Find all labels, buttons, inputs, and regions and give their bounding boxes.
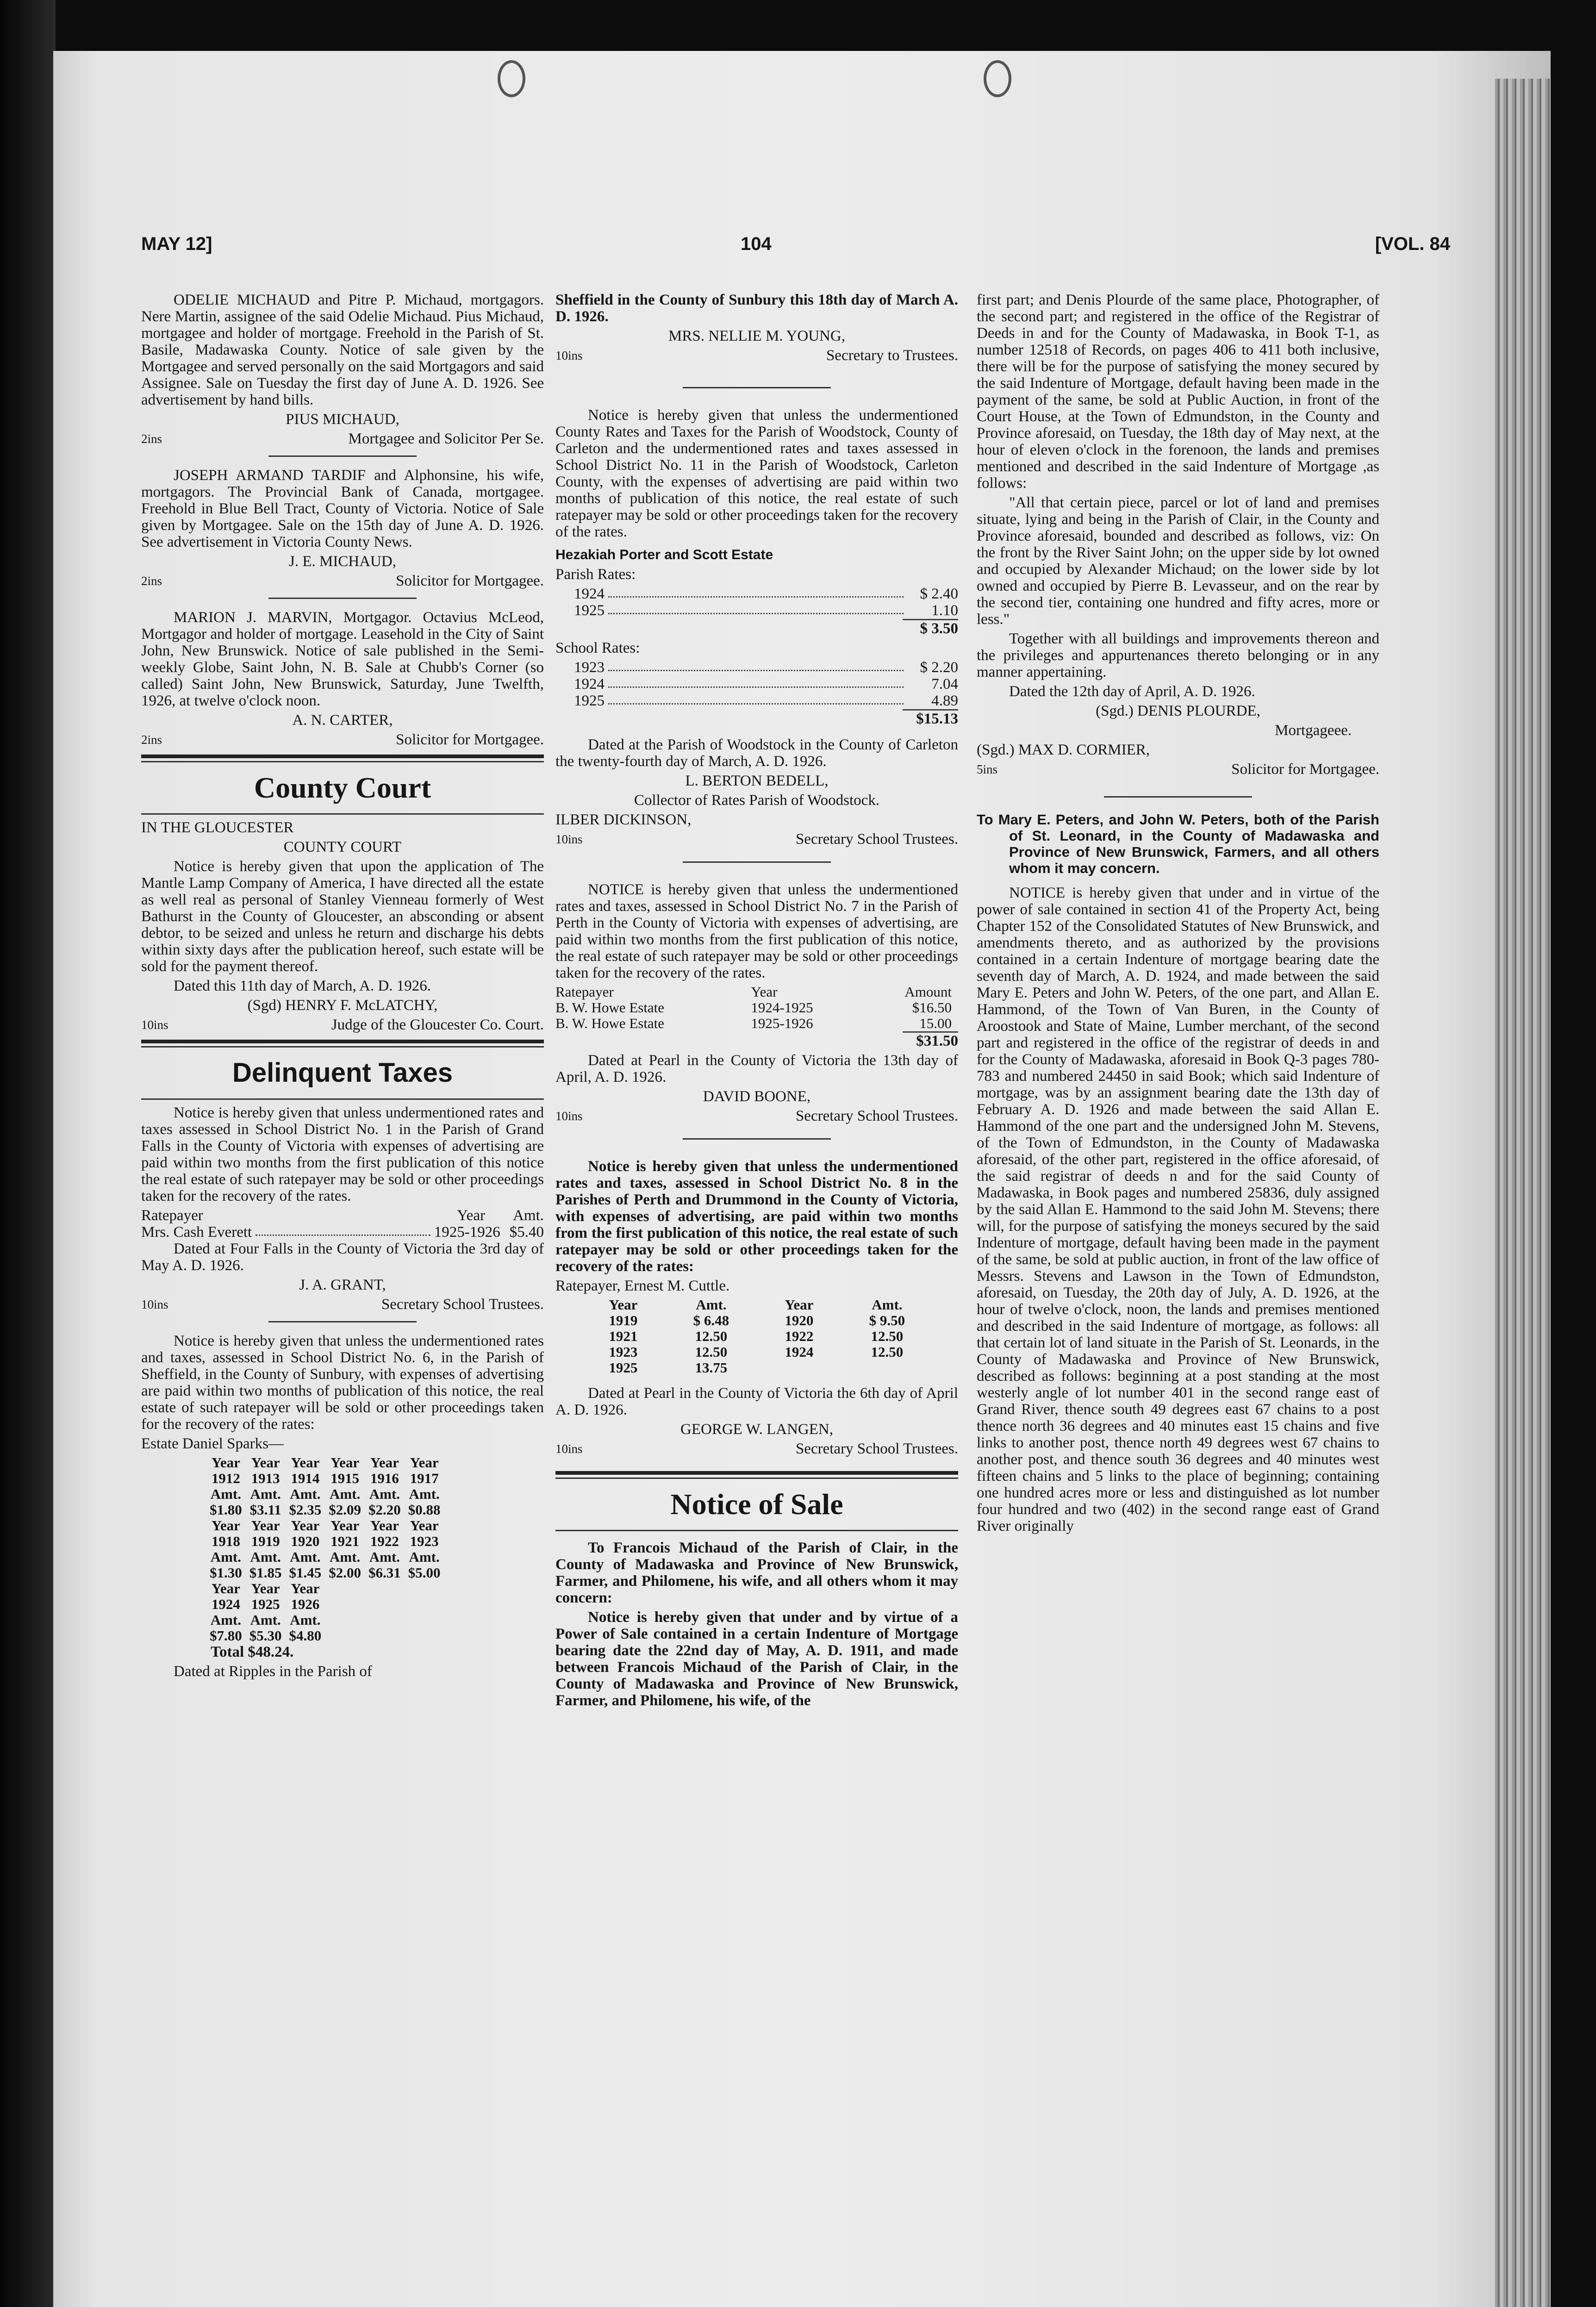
county-court-body: Notice is hereby given that upon the application of The Mantle Lamp Company of America, I have directed all the estate as well real as personal of Stanley Vienneau formerly of West Bathurst in the County of Gloucester, an absconding or absent debtor, to be seized and unless he return and discharge his debts within sixty days after the publication hereof, such estate will be sold for the payment thereof. [141, 858, 544, 975]
perth-body: NOTICE is hereby given that unless the undermentioned rates and taxes, assessed in School District No. 7 in the Parish of Perth in the County of Victoria with expenses of advertising, are paid within two months from the first publication of this notice, the real estate of such ratepayer may be sold or other proceedings taken for the recovery of the rates. [555, 881, 958, 981]
column-header: Year [751, 984, 778, 1000]
table-cell [325, 1612, 365, 1628]
signature-name: L. BERTON BEDELL, [685, 773, 829, 789]
table-row [206, 1581, 444, 1596]
table-cell [405, 1581, 444, 1596]
table-cell: 13.75 [695, 1359, 728, 1376]
signature-line [141, 1016, 544, 1033]
table-cell: Amt. [250, 1486, 281, 1502]
insertion-count: 2ins [141, 432, 162, 446]
insertion-count: 10ins [555, 1442, 583, 1456]
tax-amount: $5.40 [509, 1224, 544, 1241]
divider [683, 1138, 831, 1140]
section-rule [141, 754, 544, 758]
table-cell [405, 1628, 444, 1644]
rate-year: 1923 [574, 659, 605, 676]
notice-tardif-body: JOSEPH ARMAND TARDIF and Alphonsine, his wife, mortgagors. The Provincial Bank of Canada, mortgagee. Freehold in Blue Bell Tract, County of Victoria. Notice of Sale given by Mortgagee. Sale on the 15th day of June A. D. 1926. See advertisement in Victoria County News. [141, 467, 544, 550]
table-row [206, 1455, 444, 1471]
table-cell: 1923 [410, 1533, 439, 1549]
page-number: 104 [741, 234, 772, 254]
table-cell: 1922 [370, 1533, 399, 1549]
signature-name: ILBER DICKINSON, [555, 811, 692, 828]
divider [268, 1321, 417, 1322]
table-cell: Year [291, 1454, 320, 1471]
table-cell: 1925 [609, 1359, 638, 1376]
perth-drummond-body: Notice is hereby given that unless the undermentioned rates and taxes, assessed in School District No. 8 in the Parishes of Perth and Drummond in the County of Victoria, with expenses of advertising, are paid within two months from the first publication of this notice, the real estate of such ratepayer may be sold or other proceedings taken for the recovery of the rates: [555, 1158, 958, 1275]
table-row [206, 1534, 444, 1549]
rate-year: 1924 [574, 586, 605, 602]
signature-line [555, 1440, 958, 1457]
table-cell: $2.35 [289, 1502, 322, 1518]
table-cell: Year [251, 1580, 280, 1596]
signature-title: Collector of Rates Parish of Woodstock. [634, 792, 880, 809]
table-row [206, 1612, 444, 1628]
school-total: $15.13 [903, 709, 958, 727]
signature-name: (Sgd.) MAX D. CORMIER, [977, 742, 1150, 758]
table-row [583, 1360, 935, 1376]
rate-year: 1925 [574, 602, 605, 619]
table-cell: Year [291, 1580, 320, 1596]
table-cell [325, 1581, 365, 1596]
tax-grid [206, 1455, 444, 1644]
insertion-count: 10ins [555, 1109, 583, 1123]
table-cell: $3.11 [249, 1502, 281, 1518]
divider [683, 861, 831, 863]
table-cell: Year [410, 1454, 439, 1471]
table-cell [325, 1628, 365, 1644]
section-heading-county-court: County Court [254, 771, 431, 804]
table-cell: 1923 [609, 1344, 638, 1360]
school-rates-label: School Rates: [555, 640, 640, 656]
signature-line [141, 573, 544, 589]
estate-name: Hezakiah Porter and Scott Estate [555, 547, 773, 562]
perth-table [555, 984, 958, 1031]
section-heading-notice-of-sale: Notice of Sale [670, 1488, 843, 1521]
notice-michaud-body: ODELIE MICHAUD and Pitre P. Michaud, mortgagors. Nere Martin, assignee of the said Odelie Michaud. Pius Michaud, mortgagee and holder of mortgage. Freehold in the Parish of St. Basile, Madawaska County. Notice of sale given by the Mortgagee and served personally on the said Mortgagors and said Assignee. Sale on Tuesday the first day of June A. D. 1926. See advertisement by hand bills. [141, 292, 544, 408]
table-cell: 1914 [291, 1470, 320, 1486]
column-header: Year [457, 1207, 486, 1224]
total-line: Total $48.24. [211, 1644, 294, 1660]
column-header: Ratepayer [555, 984, 614, 1000]
rate-year: 1924 [574, 676, 605, 692]
leader-dots [608, 692, 904, 705]
signature-title: Solicitor for Mortgagee. [396, 573, 544, 589]
table-cell: Amt. [369, 1486, 400, 1502]
table-cell: $16.50 [912, 999, 952, 1016]
signature-title: Secretary School Trustees. [381, 1296, 544, 1313]
table-cell: 12.50 [695, 1344, 728, 1360]
table-cell: $7.80 [210, 1627, 242, 1644]
signature-line [555, 831, 958, 848]
column-header: Year [609, 1297, 638, 1313]
signature-line [555, 347, 958, 364]
insertion-count: 10ins [141, 1297, 168, 1311]
table-cell: Amt. [369, 1549, 400, 1565]
divider [1104, 796, 1252, 798]
table-cell: $1.30 [210, 1565, 242, 1581]
signature-name: (Sgd.) DENIS PLOURDE, [1096, 703, 1260, 719]
land-description-quote: "All that certain piece, parcel or lot of land and premises situate, lying and being in the Parish of Clair, in the County and Province aforesaid, bounded and described as follows, viz: On the front by the River Saint John; on the upper side by lot owned and occupied by Alexander Michaud; on the lower side by lot owned and occupied by Pierre B. Levasseur, and on the rear by the second tier, containing one hundred and fifty acres, more or less." [977, 494, 1379, 628]
table-row [206, 1518, 444, 1534]
table-row [206, 1628, 444, 1644]
section-heading-delinquent-taxes: Delinquent Taxes [232, 1058, 453, 1088]
table-cell: 15.00 [919, 1015, 952, 1031]
signature-title: Solicitor for Mortgagee. [396, 731, 544, 748]
table-cell [405, 1596, 444, 1612]
table-cell: $2.00 [329, 1565, 361, 1581]
table-cell [405, 1612, 444, 1628]
table-cell: Amt. [210, 1612, 242, 1628]
table-row [141, 1224, 544, 1241]
leader-dots [608, 586, 904, 598]
table-cell: 1913 [251, 1470, 280, 1486]
sale-body: Notice is hereby given that under and by virtue of a Power of Sale contained in a certain Indenture of Mortgage bearing date the 22nd day of May, A. D. 1911, and made between Francois Michaud of the Parish of Clair, in the County of Madawaska and Province of New Brunswick, Farmer, and Philomene, his wife, of the [555, 1609, 958, 1709]
together-clause: Together with all buildings and improvements thereon and the privileges and appurtenances thereto belonging or in any manner appertaining. [977, 630, 1379, 680]
table-cell: Year [330, 1454, 360, 1471]
table-row [206, 1486, 444, 1502]
table-cell: Year [211, 1517, 240, 1534]
column-header: Year [785, 1297, 814, 1313]
table-cell: 1918 [211, 1533, 240, 1549]
rate-row [574, 659, 958, 676]
dated-line: Dated the 12th day of April, A. D. 1926. [1009, 683, 1255, 700]
signature-name: DAVID BOONE, [703, 1088, 811, 1105]
table-cell: Year [410, 1517, 439, 1534]
table-cell: $ 9.50 [869, 1312, 905, 1328]
table-cell [365, 1628, 405, 1644]
table-row [206, 1565, 444, 1581]
table-cell: 1922 [785, 1328, 814, 1344]
table-cell: Amt. [210, 1549, 242, 1565]
parish-rates-list [555, 586, 958, 619]
estate-name: Estate Daniel Sparks— [141, 1435, 284, 1452]
table-cell: B. W. Howe Estate [555, 1015, 665, 1031]
rate-row [574, 692, 958, 709]
table-cell: Year [211, 1454, 240, 1471]
book-spine-edge [1495, 79, 1551, 2307]
court-line: COUNTY COURT [283, 839, 402, 855]
table-row [206, 1502, 444, 1518]
table-cell [365, 1612, 405, 1628]
ratepayer-name: Mrs. Cash Everett [141, 1224, 252, 1241]
table-row [555, 1000, 958, 1016]
table-cell [365, 1596, 405, 1612]
school-rates-list [555, 659, 958, 709]
table-cell: Amt. [290, 1549, 321, 1565]
dated-line: Dated at Pearl in the County of Victoria the 13th day of April, A. D. 1926. [555, 1052, 958, 1085]
binding-hole [984, 60, 1011, 97]
signature-name: PIUS MICHAUD, [286, 411, 399, 428]
table-cell: Amt. [250, 1612, 281, 1628]
divider [268, 455, 417, 457]
signature-name: MRS. NELLIE M. YOUNG, [668, 328, 845, 344]
signature-line [141, 731, 544, 748]
table-cell: $ 6.48 [693, 1312, 729, 1328]
rate-year: 1925 [574, 692, 605, 709]
table-row [206, 1549, 444, 1565]
section-rule [141, 761, 544, 762]
insertion-count: 10ins [555, 832, 583, 846]
column-header: Amt. [513, 1207, 544, 1224]
column-header: Amt. [872, 1297, 903, 1313]
microfilm-left-edge [0, 0, 56, 2307]
signature-title: Secretary to Trustees. [826, 347, 958, 364]
table-cell: B. W. Howe Estate [555, 999, 665, 1016]
parish-rates-label: Parish Rates: [555, 566, 636, 583]
signature-line [977, 761, 1379, 778]
signature-title: Secretary School Trustees. [795, 1108, 958, 1124]
table-cell: $5.00 [408, 1565, 441, 1581]
signature-title: Mortgageee. [1275, 722, 1352, 739]
signature-title: Solicitor for Mortgagee. [1231, 761, 1379, 778]
rate-amount: 7.04 [931, 676, 958, 692]
table-cell: Amt. [409, 1549, 440, 1565]
table-cell: 1920 [291, 1533, 320, 1549]
table-cell: $2.09 [329, 1502, 361, 1518]
sheffield-dated-cont: Sheffield in the County of Sunbury this 18th day of March A. D. 1926. [555, 292, 958, 325]
signature-name: (Sgd) HENRY F. McLATCHY, [247, 997, 438, 1014]
table-cell: 1924 [211, 1596, 240, 1612]
table-cell: Year [251, 1454, 280, 1471]
section-rule [141, 1046, 544, 1048]
rate-row [574, 676, 958, 692]
leader-dots [608, 659, 904, 671]
signature-name: GEORGE W. LANGEN, [680, 1421, 833, 1438]
rate-row [574, 602, 958, 619]
sheffield-body: Notice is hereby given that unless the undermentioned rates and taxes, assessed in School District No. 6, in the Parish of Sheffield, in the County of Sunbury, with expenses of advertising are paid within two months of publication of this notice, the real estate of such ratepayer will be sold or other proceedings taken for the recovery of the rates: [141, 1333, 544, 1433]
table-cell: 1916 [370, 1470, 399, 1486]
column-header: Ratepayer [141, 1207, 203, 1224]
insertion-count: 2ins [141, 733, 162, 747]
table-cell: Year [370, 1454, 399, 1471]
perth-drummond-table [583, 1297, 935, 1376]
table-cell: Amt. [329, 1486, 361, 1502]
table-cell: Amt. [250, 1549, 281, 1565]
table-cell: Year [211, 1580, 240, 1596]
rate-amount: $ 2.20 [920, 659, 958, 676]
table-cell: 1926 [291, 1596, 320, 1612]
table-cell: Year [291, 1517, 320, 1534]
notice-marvin-body: MARION J. MARVIN, Mortgagor. Octavius McLeod, Mortgagor and holder of mortgage. Leasehold in the City of Saint John, New Brunswick. Notice of sale published in the Semi-weekly Globe, Saint John, N. B. Sale at Chubb's Corner (so called) Saint John, New Brunswick, Saturday, June Twelfth, 1926, at twelve o'clock noon. [141, 609, 544, 709]
table-cell: $0.88 [408, 1502, 441, 1518]
court-line: IN THE GLOUCESTER [141, 819, 294, 836]
woodstock-body: Notice is hereby given that unless the undermentioned County Rates and Taxes for the Parish of Woodstock, County of Carleton and the undermentioned rates and taxes assessed in School District No. 11 in the Parish of Woodstock, Carleton County, with the expenses of advertising are paid within two months of publication of this notice, the real estate of such ratepayer may be sold or other proceedings taken for the recovery of the rates. [555, 407, 958, 540]
column-1 [141, 292, 544, 1683]
column-header: Amount [904, 984, 952, 1000]
table-header [555, 984, 958, 1000]
rate-amount: $ 2.40 [920, 586, 958, 602]
table-cell: Year [251, 1517, 280, 1534]
leader-dots [608, 602, 904, 614]
table-cell: Amt. [290, 1612, 321, 1628]
table-cell: 1915 [330, 1470, 360, 1486]
peters-body: NOTICE is hereby given that under and in virtue of the power of sale contained in section 41 of the Property Act, being Chapter 152 of the Consolidated Statutes of New Brunswick, and amendments thereto, and as authorized by the provisions contained in a certain Indenture of mortgage bearing date the seventh day of March, A. D. 1924, and made between the said Mary E. Peters and John W. Peters, of the one part, and Allan E. Hammond, of the Town of Van Buren, in the County of Aroostook and State of Maine, Lumber merchant, of the second part and registered in the office of the registrar of deeds in and for the County of Madawaska, aforesaid in Book Q-3 pages 780-783 and numbered 24450 in said Book; which said Indenture of mortgage, was by an assignment bearing date the 13th day of February A. D. 1926 and made between the said Allan E. Hammond of the one part and the undersigned John M. Stevens, of the Town of Edmundston, in the County of Madawaska aforesaid, of the other part, registered in the office aforesaid, of the said registrar of deeds n and for the said County of Madawaska, in Book pages and numbered 25836, duly assigned by the said Allan E. Hammond to the said John M. Stevens; there will, for the purpose of satisfying the moneys secured by the said Indenture of mortgage, default having been made in the payment of the same, be sold at public auction, in front of the law office of Messrs. Stevens and Lawson in the Town of Edmundston, aforesaid, on Tuesday, the 20th day of July, A. D. 1926, at the hour of twelve o'clock, noon, the lands and premises mentioned and described in the said Indenture of mortgage, as follows: all that certain lot of land situate in the Parish of St. Leonards, in the County of Madawaska and Province of New Brunswick, described as follows: beginning at a post standing at the most westerly angle of lot number 401 in the second range east of Grand River, thence south 49 degrees east 67 chains to a post thence north 36 degrees and 40 minutes east 15 chains and five links to another post, thence north 49 degrees west 67 chains to another post, and thence south 36 degrees and 40 minutes west fifteen chains and 5 links to the place of beginning; containing one hundred acres more or less and distinguished as lot number four hundred and two (402) in the second range east of Grand River originally [977, 885, 1379, 1534]
signature-name: A. N. CARTER, [292, 712, 393, 729]
sale-address: To Francois Michaud of the Parish of Clair, in the County of Madawaska and Province of New Brunswick, Farmer, and Philomene, his wife, and all others whom it may concern: [555, 1540, 958, 1606]
table-header [583, 1297, 935, 1313]
insertion-count: 5ins [977, 762, 998, 776]
dated-line: Dated this 11th day of March, A. D. 1926. [174, 978, 431, 994]
table-cell: 1924 [785, 1344, 814, 1360]
section-rule [555, 1530, 958, 1531]
insertion-count: 10ins [555, 349, 583, 362]
column-3 [977, 292, 1379, 1537]
tax-year: 1925-1926 [434, 1224, 500, 1241]
table-cell: $2.20 [368, 1502, 401, 1518]
table-cell: $6.31 [368, 1565, 401, 1581]
table-cell: 1912 [211, 1470, 240, 1486]
table-cell: Amt. [329, 1549, 361, 1565]
table-cell: $5.30 [249, 1627, 282, 1644]
section-rule [141, 1040, 544, 1043]
table-cell: Year [330, 1517, 360, 1534]
signature-title: Secretary School Trustees. [795, 831, 958, 848]
table-cell: 1924-1925 [751, 999, 813, 1016]
table-row [583, 1344, 935, 1360]
signature-title: Judge of the Gloucester Co. Court. [331, 1016, 544, 1033]
dated-line: Dated at the Parish of Woodstock in the County of Carleton the twenty-fourth day of March, A. D. 1926. [555, 736, 958, 770]
divider [268, 598, 417, 599]
table-row [206, 1596, 444, 1612]
section-rule [141, 813, 544, 815]
signature-title: Mortgagee and Solicitor Per Se. [348, 430, 544, 447]
table-cell: 1921 [609, 1328, 638, 1344]
insertion-count: 10ins [141, 1018, 168, 1032]
sale-body-cont: first part; and Denis Plourde of the same place, Photographer, of the second part; and registered in the office of the Registrar of Deeds in and for the County of Madawaska, in Book T-1, as number 12518 of Records, on pages 406 to 411 both inclusive, there will be for the purpose of satisfying the money secured by the said Indenture of Mortgage, default having been made in the payment of the same, be sold at Public Auction, in front of the Court House, at the Town of Edmundston, in the County and Province aforesaid, on Tuesday, the 18th day of May next, at the hour of eleven o'clock in the forenoon, the lands and premises mentioned and described in the said Indenture of Mortgage ,as follows: [977, 292, 1379, 492]
table-row [583, 1328, 935, 1344]
table-cell [325, 1596, 365, 1612]
signature-line [141, 1296, 544, 1313]
leader-dots [256, 1224, 430, 1236]
rate-amount: 1.10 [931, 602, 958, 619]
section-rule [555, 1471, 958, 1475]
table-cell [365, 1581, 405, 1596]
signature-line [141, 430, 544, 447]
volume-number: [VOL. 84 [1375, 234, 1450, 254]
table-cell: Amt. [290, 1486, 321, 1502]
dated-line: Dated at Ripples in the Parish of [174, 1663, 372, 1680]
ratepayer-line: Ratepayer, Ernest M. Cuttle. [555, 1278, 730, 1294]
rate-amount: 4.89 [931, 692, 958, 709]
peters-address: To Mary E. Peters, and John W. Peters, both of the Parish of St. Leonard, in the County of Madawaska and Province of New Brunswick, Farmers, and all others whom it may concern. [977, 811, 1379, 876]
section-rule [141, 1098, 544, 1100]
running-head [141, 234, 1450, 262]
dated-line: Dated at Four Falls in the County of Victoria the 3rd day of May A. D. 1926. [141, 1241, 544, 1274]
table-cell: 1925 [251, 1596, 280, 1612]
table-cell: 12.50 [871, 1328, 904, 1344]
table-cell: 1921 [330, 1533, 360, 1549]
table-row [583, 1313, 935, 1328]
table-cell: $4.80 [289, 1627, 322, 1644]
signature-line [555, 1108, 958, 1124]
table-cell [839, 1360, 935, 1376]
signature-title: Secretary School Trustees. [795, 1440, 958, 1457]
signature-name: J. E. MICHAUD, [289, 553, 396, 570]
perth-total: $31.50 [903, 1031, 958, 1049]
column-2 [555, 292, 958, 1712]
parish-total: $ 3.50 [903, 619, 958, 637]
table-cell: 1917 [410, 1470, 439, 1486]
issue-date: MAY 12] [141, 234, 212, 254]
table-row [555, 1016, 958, 1031]
table-cell: 12.50 [871, 1344, 904, 1360]
table-cell: $1.85 [249, 1565, 282, 1581]
table-cell: 1925-1926 [751, 1015, 813, 1031]
delinquent-body: Notice is hereby given that unless undermentioned rates and taxes assessed in School District No. 1 in the Parish of Grand Falls in the County of Victoria with expenses of advertising are paid within two months from the first publication of this notice the real estate of such ratepayer may be sold or other proceedings taken for the recovery of the rates. [141, 1104, 544, 1204]
leader-dots [608, 676, 904, 688]
divider [683, 387, 831, 388]
binding-hole [498, 60, 525, 97]
table-header [141, 1207, 544, 1224]
dated-line: Dated at Pearl in the County of Victoria the 6th day of April A. D. 1926. [555, 1385, 958, 1418]
insertion-count: 2ins [141, 574, 162, 588]
table-cell: Year [370, 1517, 399, 1534]
table-cell: Amt. [210, 1486, 242, 1502]
table-cell: 1919 [251, 1533, 280, 1549]
table-cell: 12.50 [695, 1328, 728, 1344]
table-cell: 1919 [609, 1312, 638, 1328]
rate-row [574, 586, 958, 602]
section-rule [555, 1478, 958, 1479]
table-cell [759, 1360, 839, 1376]
column-header: Amt. [696, 1297, 727, 1313]
table-row [206, 1471, 444, 1486]
table-cell: $1.45 [289, 1565, 322, 1581]
table-cell: $1.80 [210, 1502, 242, 1518]
table-cell: Amt. [409, 1486, 440, 1502]
signature-name: J. A. GRANT, [299, 1277, 386, 1293]
table-cell: 1920 [785, 1312, 814, 1328]
